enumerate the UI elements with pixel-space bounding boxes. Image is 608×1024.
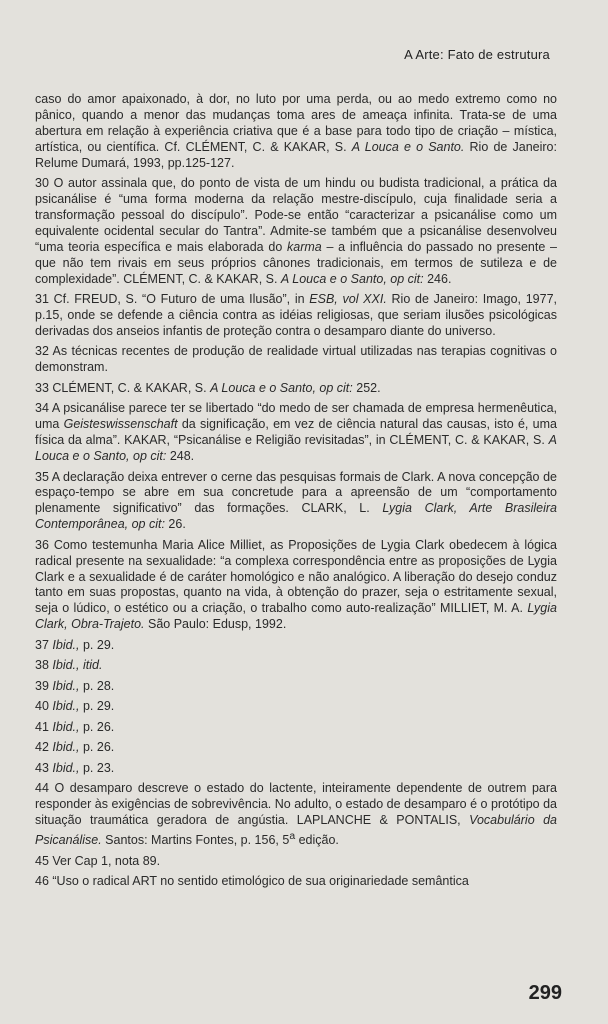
running-header: A Arte: Fato de estrutura — [404, 47, 550, 62]
footnote: 33 CLÉMENT, C. & KAKAR, S. A Louca e o Santo, op cit: 252. — [35, 380, 381, 395]
footnote: 32 As técnicas recentes de produção de realidade virtual utilizadas nas terapias cognitivas o demonstram. — [35, 344, 557, 375]
footnote: 35 A declaração deixa entrever o cerne das pesquisas formais de Clark. A nova concepção de espaço-tempo se abre em sua concretude para a apreensão de um “comportamento plenamente significativo” das formações. CLARK, L. Lygia Clark, Arte Brasileira Contemporânea, op cit: 26. — [35, 469, 557, 532]
footnote: 37 Ibid., p. 29. — [35, 637, 115, 652]
footnotes-body — [35, 92, 557, 895]
footnote: 40 Ibid., p. 29. — [35, 699, 115, 714]
footnote: 44 O desamparo descreve o estado do lactente, inteiramente dependente de outrem para responder às exigências de sobrevivência. No adulto, o estado de desamparo é o protótipo da situação traumática geradora de angústia. LAPLANCHE & PONTALIS, Vocabulário da Psicanálise. Santos: Martins Fontes, p. 156, 5$^a$ edição. — [35, 781, 557, 848]
footnote: 30 O autor assinala que, do ponto de vista de um hindu ou budista tradicional, a prática da psicanálise é “uma forma moderna da relação mestre-discípulo, cuja finalidade seria a transformação pessoal do discípulo”. Pode-se então “caracterizar a psicanálise como um equivalente ocidental secular do Tantra”. Admite-se também que a psicanálise desenvolveu “uma teoria específica e mais elaborada do karma – a influência do passado no presente – que não tem rivais em seus próprios cânones tradicionais, em termos de sutileza e de complexidade”. CLÉMENT, C. & KAKAR, S. A Louca e o Santo, op cit: 246. — [35, 176, 557, 286]
footnote: 34 A psicanálise parece ter se libertado “do medo de ser chamada de empresa hermenêutica, uma Geisteswissenschaft da significação, em vez de ciência natural das causas, isto é, uma física da alma”. KAKAR, “Psicanálise e Religião revisitadas”, in CLÉMENT, C. & KAKAR, S. A Louca e o Santo, op cit: 248. — [35, 401, 557, 463]
footnote: 43 Ibid., p. 23. — [35, 760, 115, 775]
footnote: 36 Como testemunha Maria Alice Milliet, as Proposições de Lygia Clark obedecem à lógica radical presente na sexualidade: “a complexa correspondência entre as proposições de Lygia Clark e a sexualidade é de caráter homológico e não analógico. A liberação do desejo conduz tanto em suas propostas, quanto na vida, à obtenção do prazer, seja o estritamente sexual, seja o lúdico, o estético ou a criação, o trabalho como auto-realização” MILLIET, M. A. Lygia Clark, Obra-Trajeto. São Paulo: Edusp, 1992. — [35, 537, 557, 632]
page-number: 299 — [528, 982, 562, 1004]
footnote: caso do amor apaixonado, à dor, no luto por uma perda, ou ao medo extremo como no pânico, quando a menor das mudanças toma ares de ameaça infinita. Trata-se de uma abertura em relação à experiência criativa que é a base para todo tipo de criação – mística, artística, ou científica. Cf. CLÉMENT, C. & KAKAR, S. A Louca e o Santo. Rio de Janeiro: Relume Dumará, 1993, pp.125-127. — [35, 92, 557, 170]
footnote: 39 Ibid., p. 28. — [35, 678, 115, 693]
footnote: 31 Cf. FREUD, S. “O Futuro de uma Ilusão”, in ESB, vol XXI. Rio de Janeiro: Imago, 1977, p.15, onde se defende a ciência contra as idéias religiosas, que seriam ilusões psicológicas derivadas dos anseios infantis de proteção contra o desamparo diante do universo. — [35, 292, 557, 338]
footnote: 41 Ibid., p. 26. — [35, 719, 115, 734]
footnote: 38 Ibid., itid. — [35, 658, 103, 673]
footnote: 46 “Uso o radical ART no sentido etimológico de sua originariedade semântica — [35, 874, 469, 889]
footnote: 42 Ibid., p. 26. — [35, 740, 115, 755]
footnote: 45 Ver Cap 1, nota 89. — [35, 853, 161, 868]
